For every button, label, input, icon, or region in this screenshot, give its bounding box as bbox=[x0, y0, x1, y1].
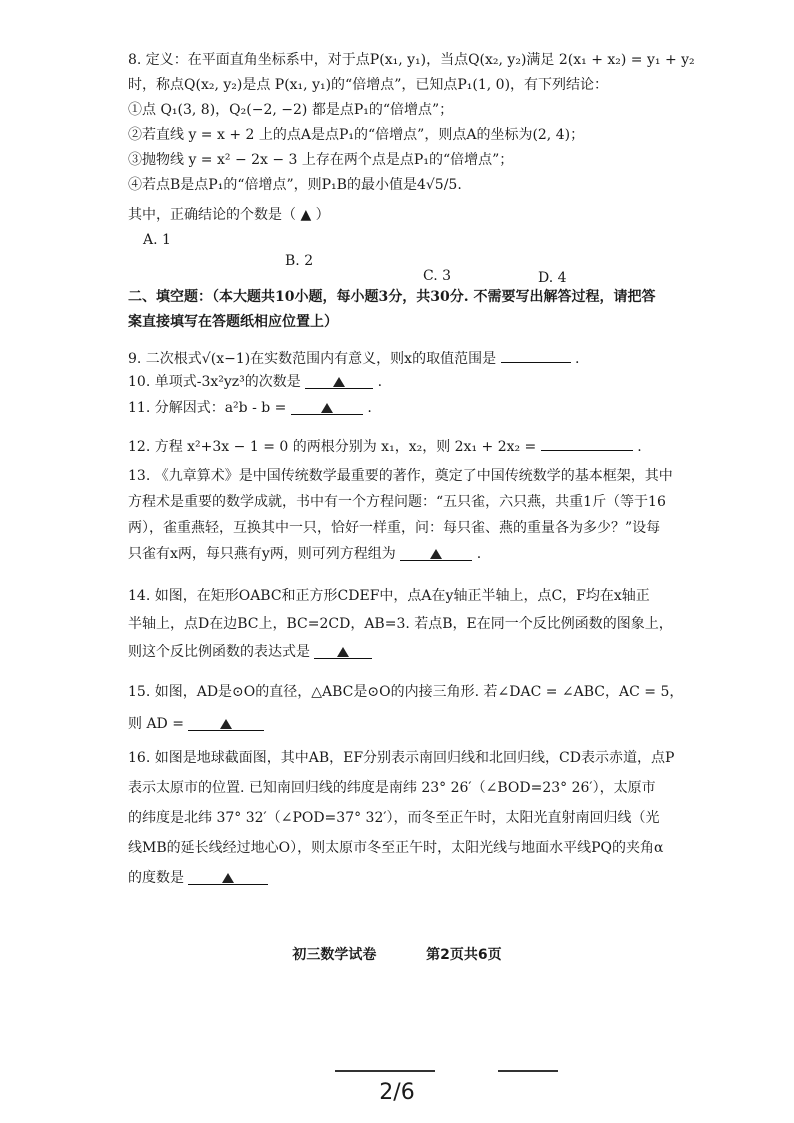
q15-text: 则 AD = bbox=[128, 716, 184, 732]
section-2-heading-line-2: 案直接填写在答题纸相应位置上） bbox=[128, 314, 338, 330]
q12-answer-blank[interactable] bbox=[541, 434, 633, 451]
q14-line-3 bbox=[128, 642, 372, 662]
q14-line-2: 半轴上，点D在边BC上，BC=2CD，AB=3. 若点B，E在同一个反比例函数的图象上， bbox=[128, 616, 673, 632]
page-indicator: 2/6 bbox=[379, 1080, 415, 1105]
page-footer bbox=[0, 944, 794, 964]
q14-text: 则这个反比例函数的表达式是 bbox=[128, 644, 310, 660]
triangle-icon bbox=[430, 549, 442, 559]
q8-line-1: 8. 定义：在平面直角坐标系中，对于点P(x₁, y₁)，当点Q(x₂, y₂)满足 2(x₁ + x₂) = y₁ + y₂ bbox=[128, 52, 695, 68]
section-2-heading-line-1: 二、填空题：（本大题共10小题，每小题3分，共30分. 不需要写出解答过程，请把答 bbox=[128, 289, 656, 305]
q15-answer-blank[interactable] bbox=[188, 714, 264, 731]
q12: 12. 方程 x²+3x − 1 = 0 的两根分别为 x₁，x₂，则 2x₁ + 2x₂ = . bbox=[128, 434, 642, 457]
q9: 9. 二次根式√(x−1)在实数范围内有意义，则x的取值范围是 . bbox=[128, 346, 579, 369]
q13-answer-blank[interactable] bbox=[400, 544, 472, 561]
scan-mark bbox=[498, 1070, 558, 1072]
footer-page: 第2页共6页 bbox=[426, 947, 502, 963]
q16-answer-blank[interactable] bbox=[188, 868, 268, 885]
q16-line-4: 线MB的延长线经过地心O），则太原市冬至正午时，太阳光线与地面水平线PQ的夹角α bbox=[128, 840, 664, 856]
option-b: B. 2 bbox=[285, 253, 314, 269]
q9-answer-blank[interactable] bbox=[501, 346, 571, 363]
q8-line-3: ①点 Q₁(3, 8)，Q₂(−2, −2) 都是点P₁的“倍增点”； bbox=[128, 102, 454, 118]
q16-text: 的度数是 bbox=[128, 870, 184, 886]
q10-text: 10. 单项式-3x²yz³的次数是 bbox=[128, 374, 301, 390]
triangle-icon bbox=[321, 403, 333, 413]
q8-line-5: ③抛物线 y = x² − 2x − 3 上存在两个点是点P₁的“倍增点”； bbox=[128, 152, 514, 168]
q8-line-4: ②若直线 y = x + 2 上的点A是点P₁的“倍增点”，则点A的坐标为(2, 4)； bbox=[128, 127, 585, 143]
q16-line-1: 16. 如图是地球截面图，其中AB，EF分别表示南回归线和北回归线，CD表示赤道，点P bbox=[128, 750, 675, 766]
q11-answer-blank[interactable] bbox=[291, 398, 363, 415]
q8-line-2: 时，称点Q(x₂, y₂)是点 P(x₁, y₁)的“倍增点”，已知点P₁(1, 0)，有下列结论： bbox=[128, 77, 609, 93]
q13-line-4: 只雀有x两，每只燕有y两，则可列方程组为 . bbox=[128, 546, 482, 562]
q13-text: 只雀有x两，每只燕有y两，则可列方程组为 bbox=[128, 546, 396, 562]
triangle-icon bbox=[337, 647, 349, 657]
q11: 11. 分解因式：a²b - b = . bbox=[128, 400, 372, 416]
q16-line-5 bbox=[128, 868, 268, 888]
q11-text: 11. 分解因式：a²b - b = bbox=[128, 400, 287, 416]
option-a: A. 1 bbox=[143, 232, 171, 248]
q16-line-2: 表示太原市的位置. 已知南回归线的纬度是南纬 23° 26′（∠BOD=23° 26′），太原市 bbox=[128, 780, 656, 796]
q13-line-3: 两），雀重燕轻，互换其中一只，恰好一样重，问：每只雀、燕的重量各为多少？”设每 bbox=[128, 520, 661, 536]
option-d: D. 4 bbox=[538, 270, 567, 286]
q8-line-6: ④若点B是点P₁的“倍增点”，则P₁B的最小值是4√5/5. bbox=[128, 177, 462, 193]
option-c: C. 3 bbox=[423, 268, 452, 284]
q14-answer-blank[interactable] bbox=[314, 642, 372, 659]
triangle-icon bbox=[220, 719, 232, 729]
q15-line-2 bbox=[128, 714, 264, 734]
footer-title: 初三数学试卷 bbox=[292, 947, 377, 963]
q10: 10. 单项式-3x²yz³的次数是 . bbox=[128, 374, 383, 390]
triangle-icon bbox=[222, 873, 234, 883]
q15-line-1: 15. 如图，AD是⊙O的直径，△ABC是⊙O的内接三角形. 若∠DAC = ∠ABC，AC = 5， bbox=[128, 684, 684, 700]
triangle-icon bbox=[333, 377, 345, 387]
q8-line-7: 其中，正确结论的个数是（ ▲ ） bbox=[128, 207, 330, 223]
q13-line-1: 13. 《九章算术》是中国传统数学最重要的著作，奠定了中国传统数学的基本框架，其中 bbox=[128, 468, 673, 484]
q13-line-2: 方程术是重要的数学成就，书中有一个方程问题：“五只雀，六只燕，共重1斤（等于16 bbox=[128, 494, 666, 510]
q12-text: 12. 方程 x²+3x − 1 = 0 的两根分别为 x₁，x₂，则 2x₁ + 2x₂ = bbox=[128, 439, 537, 455]
q14-line-1: 14. 如图，在矩形OABC和正方形CDEF中，点A在y轴正半轴上，点C，F均在x轴正 bbox=[128, 588, 650, 604]
q16-line-3: 的纬度是北纬 37° 32′（∠POD=37° 32′），而冬至正午时，太阳光直射南回归线（光 bbox=[128, 810, 660, 826]
scan-mark bbox=[335, 1070, 435, 1072]
q9-text: 9. 二次根式√(x−1)在实数范围内有意义，则x的取值范围是 bbox=[128, 351, 497, 367]
q10-answer-blank[interactable] bbox=[305, 372, 373, 389]
